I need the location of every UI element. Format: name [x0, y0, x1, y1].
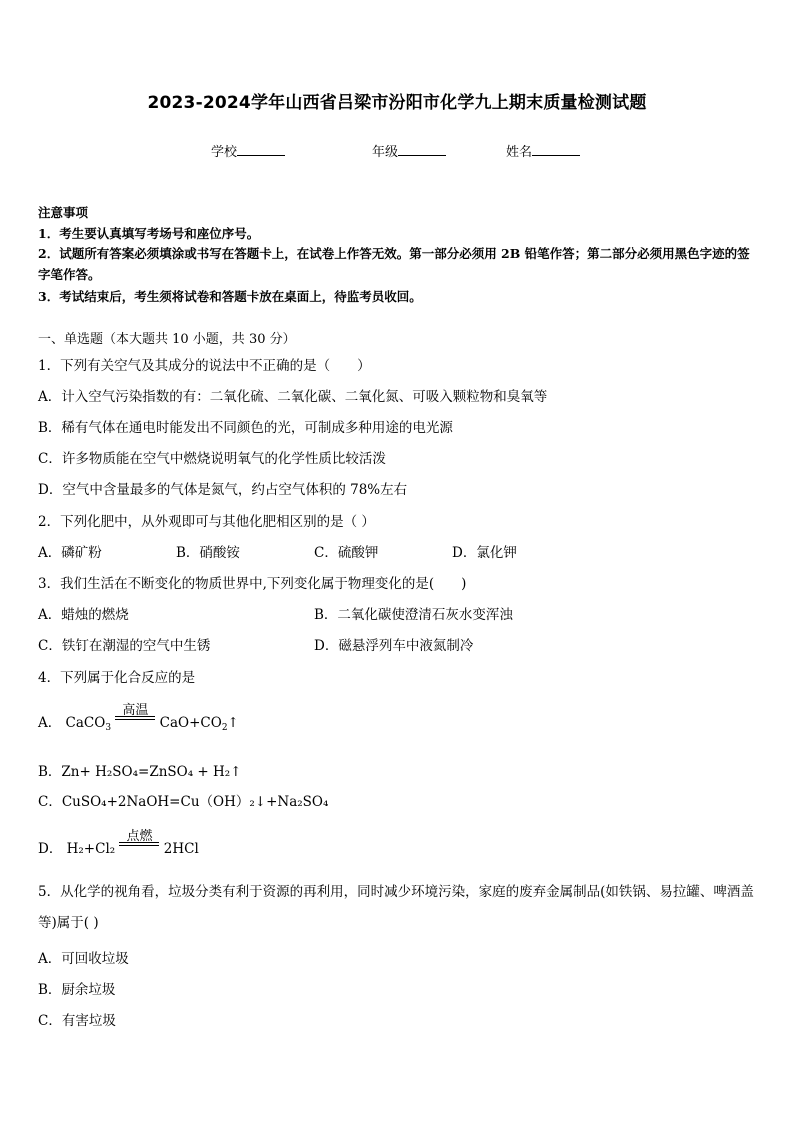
- school-field[interactable]: [211, 141, 285, 160]
- q1-stem: 1．下列有关空气及其成分的说法中不正确的是（ ）: [38, 358, 371, 374]
- q2-option-b[interactable]: B．硝酸铵: [176, 545, 240, 561]
- q3-stem: 3．我们生活在不断变化的物质世界中,下列变化属于物理变化的是( ): [38, 576, 467, 592]
- page-title: 2023-2024学年山西省吕梁市汾阳市化学九上期末质量检测试题: [147, 93, 647, 113]
- q4-stem: 4．下列属于化合反应的是: [38, 670, 196, 686]
- q4-d-product: 2HCl: [163, 841, 199, 857]
- q4-a-label: A．: [38, 715, 62, 731]
- q3-option-b[interactable]: B．二氧化碳使澄清石灰水变浑浊: [314, 607, 513, 623]
- grade-field[interactable]: [372, 141, 446, 160]
- notice-item-2: 2．试题所有答案必须填涂或书写在答题卡上，在试卷上作答无效。第一部分必须用 2B 铅笔作答；第二部分必须用黑色字迹的签字笔作答。: [38, 246, 750, 282]
- q4-option-d[interactable]: [38, 829, 199, 857]
- notice-heading: 注意事项: [38, 205, 89, 220]
- condition-label: 高温: [122, 703, 149, 718]
- reaction-arrow: [119, 829, 159, 853]
- reaction-arrow: [115, 703, 155, 727]
- grade-label: 年级: [372, 145, 399, 160]
- grade-blank[interactable]: [398, 143, 446, 156]
- school-blank[interactable]: [237, 143, 285, 156]
- q4-d-reactant: H₂+Cl₂: [66, 841, 116, 857]
- q4-option-c[interactable]: C．CuSO₄+2NaOH=Cu（OH）₂↓+Na₂SO₄: [38, 794, 329, 810]
- notice-item-3: 3．考试结束后，考生须将试卷和答题卡放在桌面上，待监考员收回。: [38, 289, 422, 304]
- q4-option-b[interactable]: B．Zn+ H₂SO₄=ZnSO₄ + H₂↑: [38, 764, 242, 780]
- q1-option-c[interactable]: C．许多物质能在空气中燃烧说明氧气的化学性质比较活泼: [38, 451, 386, 467]
- q1-option-d[interactable]: D．空气中含量最多的气体是氮气，约占空气体积的 78%左右: [38, 482, 408, 498]
- condition-label: 点燃: [126, 829, 153, 844]
- q4-d-label: D．: [38, 841, 63, 857]
- q2-option-a[interactable]: A．磷矿粉: [38, 545, 102, 561]
- q2-stem: 2．下列化肥中，从外观即可与其他化肥相区别的是（ ）: [38, 514, 375, 530]
- q4-a-reactant: CaCO$_3$: [65, 715, 112, 733]
- name-blank[interactable]: [532, 143, 580, 156]
- q3-option-c[interactable]: C．铁钉在潮湿的空气中生锈: [38, 638, 211, 654]
- q3-option-d[interactable]: D．磁悬浮列车中液氮制冷: [314, 638, 474, 654]
- school-label: 学校: [211, 145, 238, 160]
- section-heading: 一、单选题（本大题共 10 小题，共 30 分）: [38, 332, 296, 347]
- q3-option-a[interactable]: A．蜡烛的燃烧: [38, 607, 129, 623]
- q1-option-b[interactable]: B．稀有气体在通电时能发出不同颜色的光，可制成多种用途的电光源: [38, 420, 453, 436]
- q5-stem: 5．从化学的视角看，垃圾分类有利于资源的再利用，同时减少环境污染，家庭的废弃金属制品(如铁锅、易拉罐、啤酒盖等)属于( ): [38, 884, 754, 931]
- notice-item-1: 1．考生要认真填写考场号和座位序号。: [38, 226, 260, 241]
- q4-option-a[interactable]: [38, 703, 239, 733]
- name-label: 姓名: [506, 145, 533, 160]
- q4-a-product: $CaO+CO_2↑$: [159, 715, 239, 733]
- q1-option-a[interactable]: A．计入空气污染指数的有：二氧化硫、二氧化碳、二氧化氮、可吸入颗粒物和臭氧等: [38, 389, 548, 405]
- q2-option-d[interactable]: D．氯化钾: [452, 545, 517, 561]
- q5-option-c[interactable]: C．有害垃圾: [38, 1013, 116, 1029]
- q5-option-a[interactable]: A．可回收垃圾: [38, 951, 129, 967]
- q5-option-b[interactable]: B．厨余垃圾: [38, 982, 116, 998]
- q2-option-c[interactable]: C．硫酸钾: [314, 545, 379, 561]
- name-field[interactable]: [506, 141, 580, 160]
